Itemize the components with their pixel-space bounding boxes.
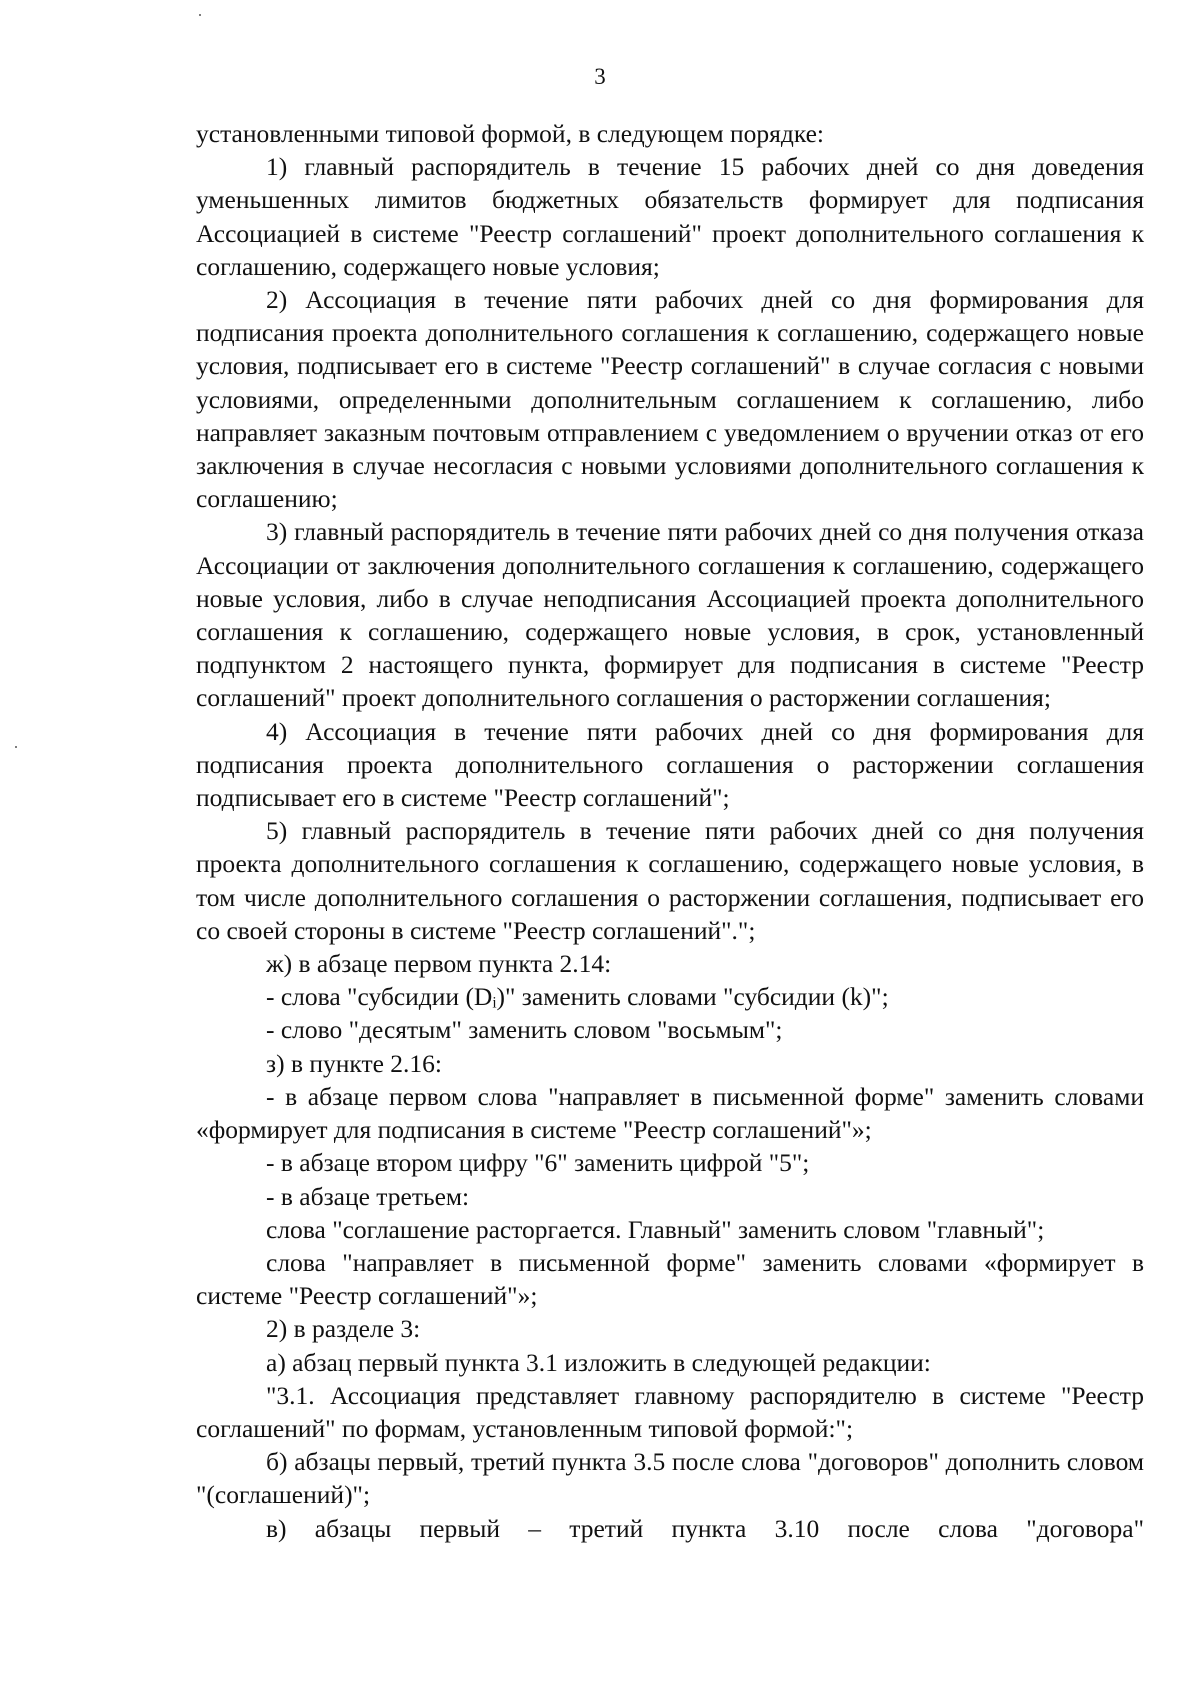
paragraph-z-words-1: слова "соглашение расторгается. Главный" заменить словом "главный"; (266, 1214, 1045, 1244)
paragraph-intro: установленными типовой формой, в следующем порядке: (196, 119, 824, 148)
paragraph-z-dash-1: - в абзаце первом слова "направляет в письменной форме" заменить словами «формирует для подписания в системе "Реестр соглашений"»; (196, 1081, 1144, 1145)
scan-speck (199, 14, 201, 16)
paragraph-zh-dash-1: - слова "субсидии (Dᵢ)" заменить словами "субсидии (k)"; (266, 982, 889, 1012)
paragraph-zh-dash-2: - слово "десятым" заменить словом "восьмым"; (266, 1015, 783, 1045)
paragraph-item-4: 4) Ассоциация в течение пяти рабочих дней со дня формирования для подписания проекта дополнительного соглашения о расторжении соглашения подписывает его в системе "Реестр соглашений"; (196, 716, 1144, 813)
paragraph-section-3-1-quote: "3.1. Ассоциация представляет главному распорядителю в системе "Реестр соглашений" по формам, установленным типовой формой:"; (196, 1380, 1144, 1443)
paragraph-item-1: 1) главный распорядитель в течение 15 рабочих дней со дня доведения уменьшенных лимитов бюджетных обязательств формирует для подписания Ассоциацией в системе "Реестр соглашений" проект дополнительного соглашения к соглашению, содержащего новые условия; (196, 152, 1144, 281)
paragraph-item-3: 3) главный распорядитель в течение пяти рабочих дней со дня получения отказа Ассоциации от заключения дополнительного соглашения к соглашению, содержащего новые условия, либо в случае неподписания Ассоциацией проекта дополнительного соглашения к соглашению, содержащего новые условия, в срок, установленный подпунктом 2 настоящего пункта, формирует для подписания в системе "Реестр соглашений" проект дополнительного соглашения о расторжении соглашения; (196, 517, 1144, 713)
paragraph-z-dash-3: - в абзаце третьем: (266, 1181, 470, 1211)
paragraph-section-3-v: в) абзацы первый – третий пункта 3.10 после слова "договора" (266, 1513, 1144, 1543)
paragraph-item-5: 5) главный распорядитель в течение пяти рабочих дней со дня получения проекта дополнительного соглашения к соглашению, содержащего новые условия, в том числе дополнительного соглашения о расторжении соглашения, подписывает его со своей стороны в системе "Реестр соглашений"."; (196, 816, 1144, 945)
paragraph-item-2: 2) Ассоциация в течение пяти рабочих дней со дня формирования для подписания проекта дополнительного соглашения к соглашению, содержащего новые условия, подписывает его в системе "Реестр соглашений" в случае согласия с новыми условиями, определенными дополнительным соглашением к соглашению, либо направляет заказным почтовым отправлением с уведомлением о вручении отказ от его заключения в случае несогласия с новыми условиями дополнительного соглашения к соглашению; (196, 285, 1144, 514)
paragraph-z: з) в пункте 2.16: (266, 1048, 442, 1078)
paragraph-z-dash-2: - в абзаце втором цифру "6" заменить цифрой "5"; (266, 1148, 810, 1178)
document-body (196, 117, 1144, 1545)
paragraph-zh: ж) в абзаце первом пункта 2.14: (266, 949, 612, 979)
paragraph-z-words-2: слова "направляет в письменной форме" заменить словами «формирует в системе "Реестр соглашений"»; (196, 1247, 1144, 1311)
paragraph-section-3: 2) в разделе 3: (266, 1314, 421, 1344)
scan-speck (15, 746, 17, 748)
paragraph-section-3-b: б) абзацы первый, третий пункта 3.5 после слова "договоров" дополнить словом "(соглашений)"; (196, 1447, 1144, 1510)
paragraph-section-3-a: а) абзац первый пункта 3.1 изложить в следующей редакции: (266, 1347, 931, 1377)
page-number: 3 (594, 64, 606, 89)
